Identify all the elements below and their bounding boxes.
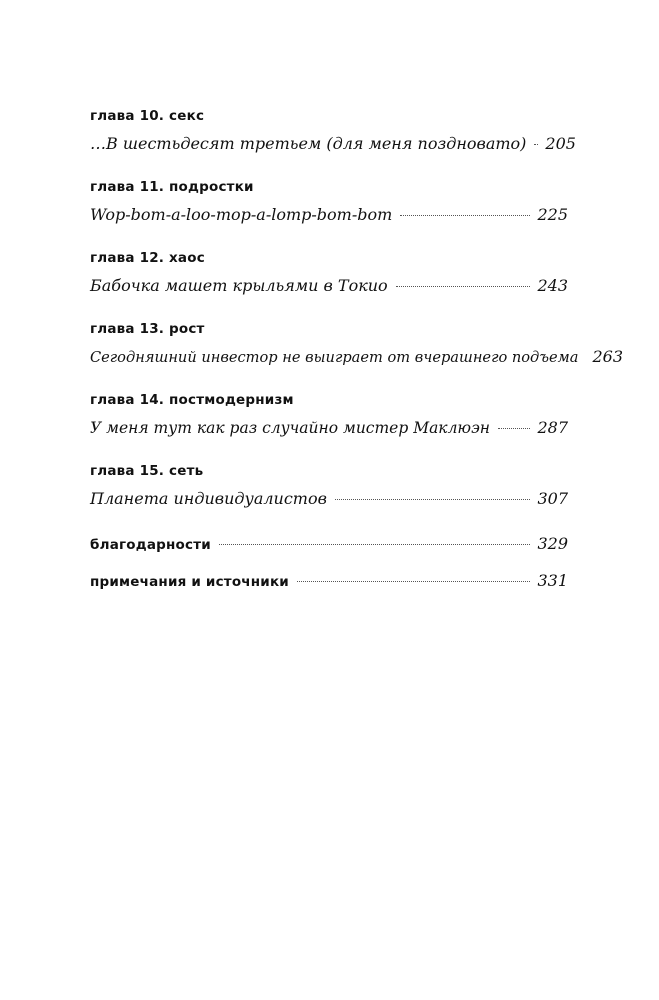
entry-title: …В шестьдесят третьем (для меня поздновато) — [90, 134, 527, 153]
dot-leader — [582, 357, 586, 358]
chapter-heading: глава 10. секс — [90, 108, 205, 124]
entry-title: примечания и источники — [90, 574, 289, 590]
entry-title: Планета индивидуалистов — [90, 489, 327, 508]
chapter-heading: глава 14. постмодернизм — [90, 392, 294, 408]
toc-entry[interactable] — [90, 132, 576, 156]
entry-title: Wop-bom-a-loo-mop-a-lomp-bom-bom — [90, 205, 393, 224]
chapter-13 — [90, 319, 624, 369]
page-number: 243 — [537, 276, 568, 295]
chapter-11 — [90, 177, 568, 227]
toc-entry[interactable] — [90, 203, 568, 227]
chapter-14 — [90, 390, 568, 440]
toc-entry-acknowledgements[interactable] — [90, 532, 568, 556]
chapter-12 — [90, 248, 568, 298]
entry-title: Бабочка машет крыльями в Токио — [90, 276, 388, 295]
dot-leader — [219, 544, 531, 545]
table-of-contents — [90, 106, 624, 606]
page-number: 205 — [545, 134, 576, 153]
page-number: 225 — [537, 205, 568, 224]
toc-entry[interactable] — [90, 274, 568, 298]
page-number: 307 — [537, 489, 568, 508]
dot-leader — [400, 215, 530, 216]
toc-entry[interactable] — [90, 345, 624, 369]
chapter-heading: глава 13. рост — [90, 321, 205, 337]
dot-leader — [335, 499, 531, 500]
page-number: 331 — [537, 571, 568, 590]
dot-leader — [498, 428, 530, 429]
entry-title: У меня тут как раз случайно мистер Маклюэн — [90, 419, 490, 437]
chapter-heading: глава 15. сеть — [90, 463, 204, 479]
toc-entry[interactable] — [90, 416, 568, 440]
page-number: 287 — [537, 418, 568, 437]
page-number: 263 — [592, 347, 624, 366]
chapter-heading: глава 12. хаос — [90, 250, 205, 266]
chapter-15 — [90, 461, 568, 511]
entry-title: Сегодняшний инвестор не выиграет от вчерашнего подъема — [90, 349, 579, 366]
chapter-heading: глава 11. подростки — [90, 179, 254, 195]
toc-entry[interactable] — [90, 487, 568, 511]
page-number: 329 — [537, 534, 568, 553]
dot-leader — [297, 581, 530, 582]
chapter-10 — [90, 106, 576, 156]
toc-entry-notes-and-sources[interactable] — [90, 569, 568, 593]
entry-title: благодарности — [90, 537, 211, 553]
dot-leader — [534, 144, 538, 145]
dot-leader — [396, 286, 531, 287]
